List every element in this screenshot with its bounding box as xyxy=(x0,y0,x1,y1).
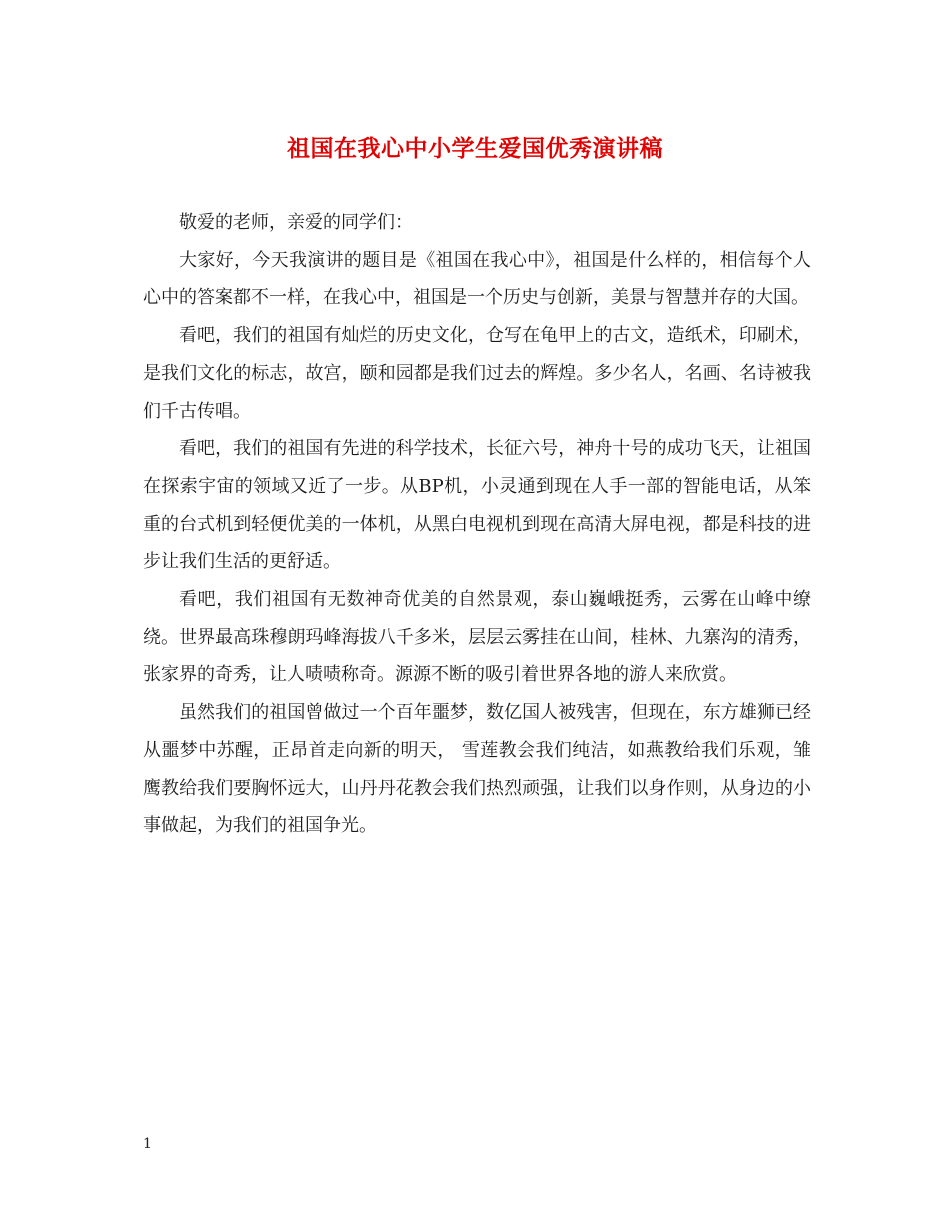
paragraph-intro: 大家好，今天我演讲的题目是《祖国在我心中》，祖国是什么样的，相信每个人心中的答案都不一样，在我心中，祖国是一个历史与创新，美景与智慧并存的大国。 xyxy=(143,249,811,309)
document-title: 祖国在我心中小学生爱国优秀演讲稿 xyxy=(287,135,663,162)
paragraph-conclusion: 虽然我们的祖国曾做过一个百年噩梦，数亿国人被残害，但现在，东方雄狮已经从噩梦中苏醒，正昂首走向新的明天， 雪莲教会我们纯洁，如燕教给我们乐观，雏鹰教给我们要胸怀远大，山丹丹花教会我们热烈顽强，让我们以身作则，从身边的小事做起，为我们的祖国争光。 xyxy=(143,702,811,837)
paragraph-history: 看吧，我们的祖国有灿烂的历史文化，仓写在龟甲上的古文，造纸术，印刷术，是我们文化的标志，故宫，颐和园都是我们过去的辉煌。多少名人，名画、名诗被我们千古传唱。 xyxy=(143,325,811,422)
paragraph-scenery: 看吧，我们祖国有无数神奇优美的自然景观，泰山巍峨挺秀，云雾在山峰中缭绕。世界最高珠穆朗玛峰海拔八千多米，层层云雾挂在山间，桂林、九寨沟的清秀，张家界的奇秀，让人啧啧称奇。源源不断的吸引着世界各地的游人来欣赏。 xyxy=(143,589,811,686)
page-number: 1 xyxy=(143,1136,152,1152)
paragraph-technology: 看吧，我们的祖国有先进的科学技术，长征六号，神舟十号的成功飞天，让祖国在探索宇宙的领域又近了一步。从BP机，小灵通到现在人手一部的智能电话，从笨重的台式机到轻便优美的一体机，从黑白电视机到现在高清大屏电视，都是科技的进步让我们生活的更舒适。 xyxy=(143,438,811,573)
paragraph-salutation: 敬爱的老师，亲爱的同学们： xyxy=(179,212,413,233)
document-body xyxy=(143,204,811,845)
